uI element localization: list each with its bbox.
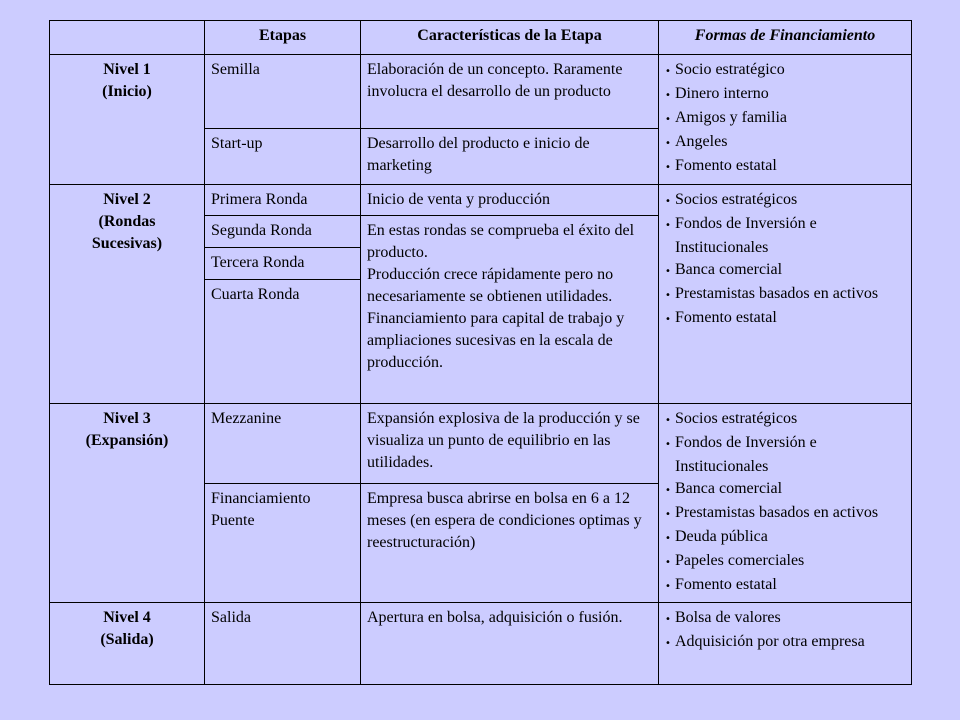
- bullet-icon: •: [665, 138, 671, 149]
- bullet-icon: •: [665, 220, 671, 231]
- list-item: • Banca comercial: [665, 478, 905, 502]
- list-item: • Banca comercial: [665, 259, 905, 283]
- table-row: [50, 55, 912, 129]
- nivel-2-title: Nivel 2: [103, 191, 151, 208]
- etapa-cell: Mezzanine: [205, 404, 361, 484]
- list-item: • Adquisición por otra empresa: [665, 631, 905, 655]
- bullet-icon: •: [665, 266, 671, 277]
- etapa-cell: Cuarta Ronda: [205, 280, 361, 404]
- header-empty-cell: [50, 21, 205, 55]
- nivel-4-label: [50, 603, 205, 685]
- list-item: • Amigos y familia: [665, 107, 905, 131]
- bullet-icon: •: [665, 533, 671, 544]
- list-item: • Angeles: [665, 131, 905, 155]
- nivel-2-subtitle-1: (Rondas: [98, 213, 156, 230]
- etapa-cell: Tercera Ronda: [205, 248, 361, 280]
- list-item: • Fomento estatal: [665, 155, 905, 179]
- etapa-cell: Segunda Ronda: [205, 216, 361, 248]
- bullet-icon: •: [665, 90, 671, 101]
- bullet-icon: •: [665, 66, 671, 77]
- table-row: [50, 603, 912, 685]
- table-row: [50, 185, 912, 216]
- list-item: • Fondos de Inversión e Institucionales: [665, 434, 817, 475]
- list-item: • Fomento estatal: [665, 307, 905, 331]
- list-item: • Prestamistas basados en activos: [665, 283, 905, 307]
- etapa-cell: Start-up: [205, 129, 361, 185]
- nivel-1-label: [50, 55, 205, 185]
- header-etapas: Etapas: [205, 21, 361, 55]
- list-item: • Deuda pública: [665, 526, 905, 550]
- financing-stages-table: [49, 20, 912, 685]
- nivel-4-title: Nivel 4: [103, 609, 151, 626]
- caracteristica-cell: Desarrollo del producto e inicio de marketing: [361, 129, 659, 185]
- caracteristica-cell: Inicio de venta y producción: [361, 185, 659, 216]
- list-item: • Socio estratégico: [665, 59, 905, 83]
- caracteristica-cell: Expansión explosiva de la producción y se visualiza un punto de equilibrio en las utilidades.: [361, 404, 659, 484]
- bullet-icon: •: [665, 439, 671, 450]
- nivel-3-subtitle: (Expansión): [85, 432, 169, 449]
- etapa-cell: Financiamiento Puente: [205, 483, 361, 602]
- bullet-icon: •: [665, 196, 671, 207]
- list-item: • Fondos de Inversión e Institucionales: [665, 215, 817, 256]
- table-row: [50, 404, 912, 484]
- nivel-2-label: [50, 185, 205, 404]
- bullet-icon: •: [665, 509, 671, 520]
- financiamiento-cell: [659, 55, 912, 185]
- etapa-cell: Semilla: [205, 55, 361, 129]
- financiamiento-cell: [659, 185, 912, 404]
- bullet-icon: •: [665, 290, 671, 301]
- nivel-3-title: Nivel 3: [103, 410, 151, 427]
- list-item: • Fomento estatal: [665, 574, 905, 598]
- financiamiento-list: [665, 408, 905, 598]
- header-formas-financiamiento: Formas de Financiamiento: [659, 21, 912, 55]
- list-item: • Socios estratégicos: [665, 189, 905, 213]
- financiamiento-list: [665, 189, 905, 331]
- list-item: • Bolsa de valores: [665, 607, 905, 631]
- bullet-icon: •: [665, 162, 671, 173]
- header-caracteristicas: Características de la Etapa: [361, 21, 659, 55]
- financiamiento-cell: [659, 603, 912, 685]
- list-item: • Papeles comerciales: [665, 550, 905, 574]
- bullet-icon: •: [665, 638, 671, 649]
- list-item: • Prestamistas basados en activos: [665, 502, 905, 526]
- etapa-cell: Salida: [205, 603, 361, 685]
- bullet-icon: •: [665, 581, 671, 592]
- bullet-icon: •: [665, 557, 671, 568]
- financiamiento-cell: [659, 404, 912, 603]
- nivel-4-subtitle: (Salida): [100, 631, 154, 648]
- nivel-2-subtitle-2: Sucesivas): [91, 235, 163, 252]
- header-row: [50, 21, 912, 55]
- nivel-3-label: [50, 404, 205, 603]
- caracteristica-cell: Empresa busca abrirse en bolsa en 6 a 12 meses (en espera de condiciones optimas y reestructuración): [361, 483, 659, 602]
- nivel-1-subtitle: (Inicio): [102, 83, 152, 100]
- bullet-icon: •: [665, 314, 671, 325]
- nivel-1-title: Nivel 1: [103, 61, 151, 78]
- caracteristica-cell: Apertura en bolsa, adquisición o fusión.: [361, 603, 659, 685]
- financiamiento-list: [665, 607, 905, 655]
- caracteristica-cell: Elaboración de un concepto. Raramente involucra el desarrollo de un producto: [361, 55, 659, 129]
- bullet-icon: •: [665, 485, 671, 496]
- etapa-cell: Primera Ronda: [205, 185, 361, 216]
- list-item: • Socios estratégicos: [665, 408, 905, 432]
- caracteristica-cell: En estas rondas se comprueba el éxito del producto. Producción crece rápidamente pero no necesariamente se obtienen utilidades. Financiamiento para capital de trabajo y ampliaciones sucesivas en la escala de producción.: [361, 216, 659, 404]
- financiamiento-list: [665, 59, 905, 179]
- bullet-icon: •: [665, 114, 671, 125]
- bullet-icon: •: [665, 415, 671, 426]
- list-item: • Dinero interno: [665, 83, 905, 107]
- bullet-icon: •: [665, 614, 671, 625]
